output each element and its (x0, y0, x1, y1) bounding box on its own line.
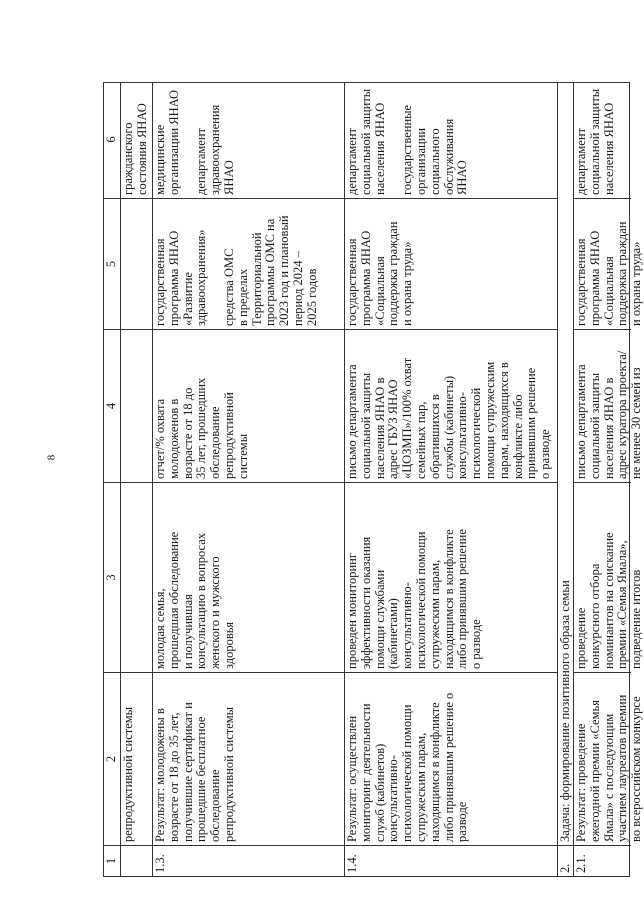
header-col-2: 2 (104, 673, 120, 846)
table-header-row (104, 83, 120, 876)
cont-col-2: репродуктивной системы (121, 673, 152, 846)
outcome-cell: молодая семья, прошедшая обследование и получившая консультацию в вопросах женского и мужского здоровья (153, 483, 344, 673)
outcome-cell: проведен мониторинг эффективности оказания помощи службами (кабинетами) консультативно- психологической помощи супружеским парам, находящимся в конфликте либо принявшим решение о разводе (345, 483, 557, 673)
result-cell: Результат: молодожены в возрасте от 18 до 35 лет, получившие сертификат и прошедшие бесплатное обследование репродуктивной системы (153, 673, 344, 846)
header-col-5: 5 (104, 199, 120, 330)
header-col-3: 3 (104, 483, 120, 673)
table-row-2-1 (573, 83, 644, 876)
row-number: 2.1. (574, 854, 588, 873)
responsible-cell: медицинские организации ЯНАО департамент здравоохранения ЯНАО (153, 81, 344, 199)
indicator-cell: письмо департамента социальной защиты населения ЯНАО в адрес куратора проекта/ не менее 30 семей из (574, 330, 631, 483)
indicator-cell: письмо департамента социальной защиты населения ЯНАО в адрес ГБУЗ ЯНАО «ЦОЗМП»/100% охват семейных пар, обратившихся в службы (кабинеты) консультативно- психологической помощи супружеским парам, находящихся в конфликте либо принявшим решение о разводе (345, 330, 557, 483)
header-col-1: 1 (104, 857, 118, 865)
page-number: 8 (45, 454, 58, 461)
task-heading: Задача: формирование позитивного образа семьи (558, 81, 573, 846)
measures-table (103, 82, 644, 877)
table-row-continuation (120, 83, 152, 876)
responsible-cell: департамент социальной защиты населения ЯНАО (574, 81, 631, 199)
result-cell: Результат: осуществлен мониторинг деятельности служб (кабинетов) консультативно- психологической помощи супружеским парам, находящимся в конфликте либо принявшим решение о разводе (345, 673, 557, 846)
table-row-1-3 (152, 83, 344, 876)
table-row-task-2 (557, 83, 573, 876)
funding-cell: государственная программа ЯНАО «Социальная поддержка граждан и охрана труда» (345, 199, 557, 330)
row-number: 1.4. (345, 854, 359, 873)
cont-col-6: гражданского состояния ЯНАО (121, 81, 152, 199)
result-cell: Результат: проведение ежегодной премии «Семья Ямала» с последующим участием лауреатов премии во всероссийском конкурсе (574, 673, 631, 846)
row-number: 1.3. (153, 854, 167, 873)
row-number: 2. (558, 863, 572, 873)
funding-cell: государственная программа ЯНАО «Социальная поддержка граждан и охрана труда» (574, 199, 631, 330)
responsible-cell: департамент социальной защиты населения ЯНАО государственные организации социального обслуживания ЯНАО (345, 81, 557, 199)
table-row-1-4 (344, 83, 557, 876)
header-col-4: 4 (104, 330, 120, 483)
header-col-6: 6 (104, 81, 120, 199)
funding-cell: государственная программа ЯНАО «Развитие здравоохранения» средства ОМС в пределах Территориальной программы ОМС на 2023 год и плановый период 2024 – 2025 годов (153, 199, 344, 330)
outcome-cell: проведение конкурсного отбора номинантов на соискание премии «Семья Ямала», подведение итогов (574, 483, 631, 673)
indicator-cell: отчет/% охвата молодоженов в возрасте от 18 до 35 лет, прошедших обследование репродуктивной системы (153, 330, 344, 483)
